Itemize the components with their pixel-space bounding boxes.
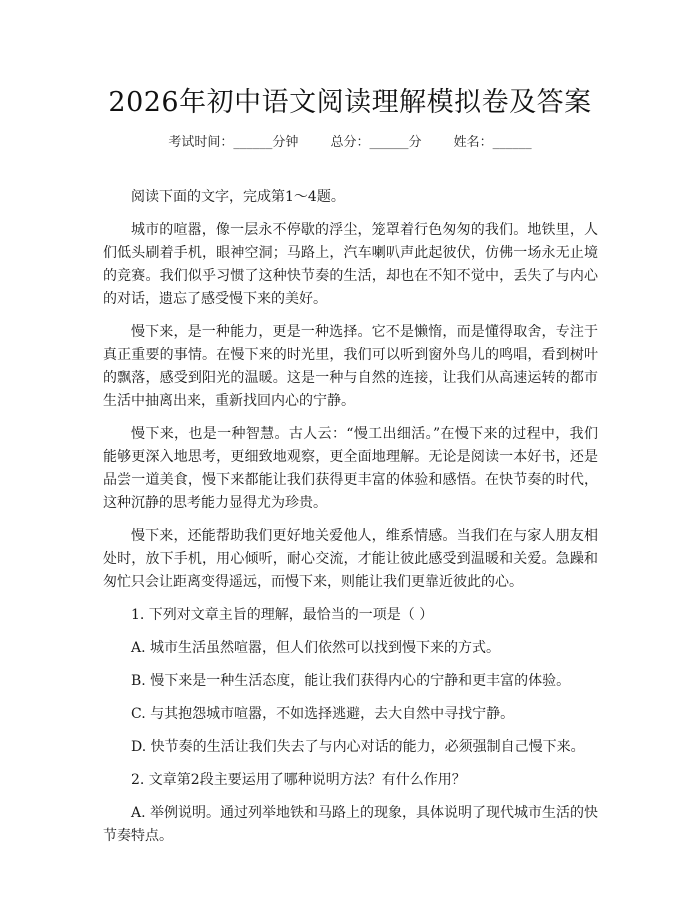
question-1-option-a: A. 城市生活虽然喧嚣，但人们依然可以找到慢下来的方式。 [131,640,501,656]
exam-info-line [0,131,700,150]
student-name-field: 姓名：______ [453,135,532,150]
question-1-option-c: C. 与其抱怨城市喧嚣，不如选择逃避，去大自然中寻找宁静。 [131,706,515,722]
question-1-stem: 1. 下列对文章主旨的理解，最恰当的一项是（ ） [131,607,434,623]
page-title: 2026年初中语文阅读理解模拟卷及答案 [108,87,592,118]
question-1-option-d: D. 快节奏的生活让我们失去了与内心对话的能力，必须强制自己慢下来。 [131,739,585,755]
passage-paragraph-4: 慢下来，还能帮助我们更好地关爱他人，维系情感。当我们在与家人朋友相处时，放下手机，用心倾听，耐心交流，才能让彼此感受到温暖和关爱。急躁和匆忙只会让距离变得遥远，而慢下来，则能让我们更靠近彼此的心。 [103,528,598,590]
total-score-field: 总分：______分 [330,135,422,150]
reading-passage [103,186,598,858]
passage-paragraph-1: 城市的喧嚣，像一层永不停歇的浮尘，笼罩着行色匆匆的我们。地铁里，人们低头刷着手机，眼神空洞；马路上，汽车喇叭声此起彼伏，仿佛一场永无止境的竞赛。我们似乎习惯了这种快节奏的生活，却也在不知不觉中，丢失了与内心的对话，遗忘了感受慢下来的美好。 [103,222,598,307]
exam-time-field: 考试时间：______分钟 [168,135,299,150]
passage-paragraph-2: 慢下来，是一种能力，更是一种选择。它不是懒惰，而是懂得取舍，专注于真正重要的事情。在慢下来的时光里，我们可以听到窗外鸟儿的鸣唱，看到树叶的飘落，感受到阳光的温暖。这是一种与自然的连接，让我们从高速运转的都市生活中抽离出来，重新找回内心的宁静。 [103,324,598,409]
passage-paragraph-3: 慢下来，也是一种智慧。古人云：“慢工出细活。”在慢下来的过程中，我们能够更深入地思考，更细致地观察，更全面地理解。无论是阅读一本好书，还是品尝一道美食，慢下来都能让我们获得更丰富的体验和感悟。在快节奏的时代，这种沉静的思考能力显得尤为珍贵。 [103,426,598,511]
question-2-stem: 2. 文章第2段主要运用了哪种说明方法？有什么作用？ [131,772,466,788]
passage-intro: 阅读下面的文字，完成第1～4题。 [131,189,345,205]
question-2-answer: A. 举例说明。通过列举地铁和马路上的现象，具体说明了现代城市生活的快节奏特点。 [103,805,599,844]
question-1-option-b: B. 慢下来是一种生活态度，能让我们获得内心的宁静和更丰富的体验。 [131,673,571,689]
